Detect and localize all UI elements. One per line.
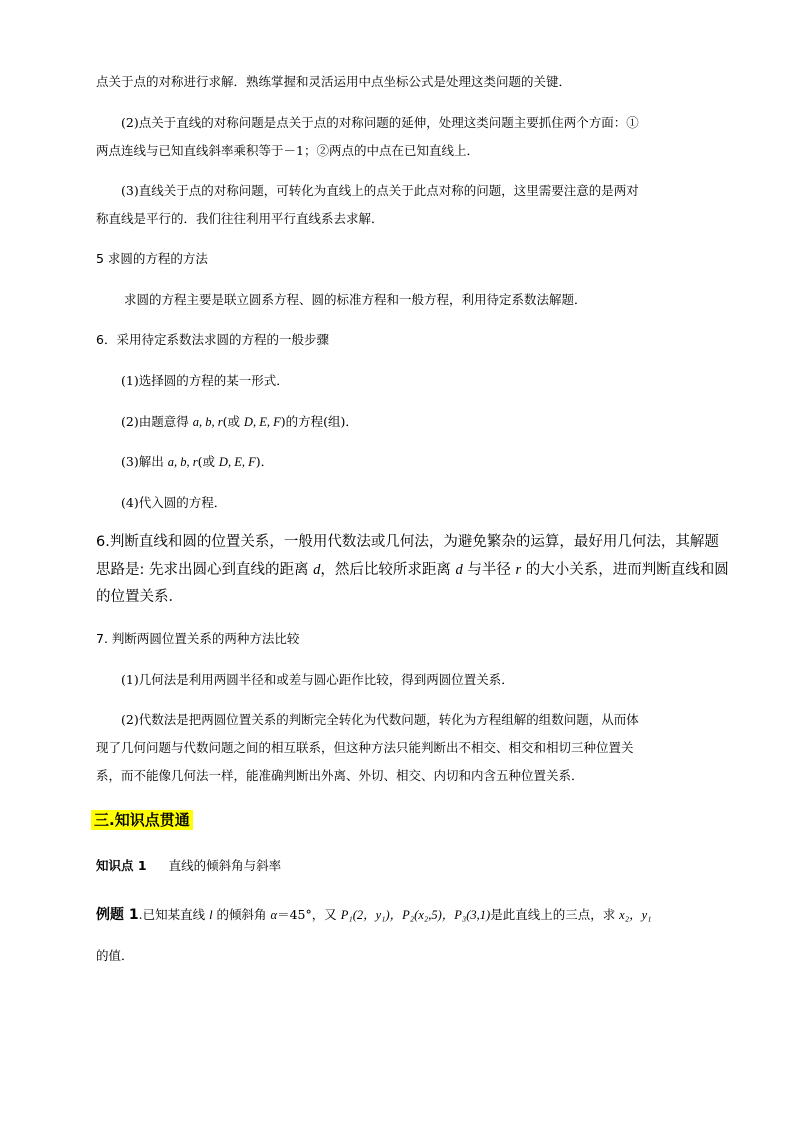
section-6b-line-1: 6.判断直线和圆的位置关系，一般用代数法或几何法，为避免繁杂的运算，最好用几何法，其解题 xyxy=(96,534,719,550)
line-l: l xyxy=(209,908,213,922)
example-1-text-c: ＝45°，又 xyxy=(277,907,341,922)
section-5-title: 5 求圆的方程的方法 xyxy=(96,251,208,266)
example-1-line-2: 的值． xyxy=(96,948,134,963)
example-1-targets: x₂，y₁ xyxy=(619,908,652,922)
section-7-item-2-line-3: 系，而不能像几何法一样，能准确判断出外离、外切、相交、内切和内含五种位置关系． xyxy=(96,768,584,783)
distance-d-2: d xyxy=(455,562,463,578)
step-2 xyxy=(121,414,358,430)
step-2-variables: a, b, r xyxy=(192,415,223,429)
paragraph-3-line-2: 称直线是平行的．我们往往利用平行直线系去求解． xyxy=(96,211,384,226)
step-3-middle: (或 xyxy=(197,454,219,469)
section-5-body: 求圆的方程主要是联立圆系方程、圆的标准方程和一般方程，利用待定系数法解题． xyxy=(124,292,587,307)
step-3-variables: a, b, r xyxy=(167,455,198,469)
distance-d-1: d xyxy=(313,562,321,578)
paragraph-1-continuation: 点关于点的对称进行求解．熟练掌握和灵活运用中点坐标公式是处理这类问题的关键． xyxy=(96,74,572,89)
kp1-title: 直线的倾斜角与斜率 xyxy=(168,858,282,873)
section-6a-title: 6．采用待定系数法求圆的方程的一般步骤 xyxy=(96,332,329,347)
step-1: (1)选择圆的方程的某一形式． xyxy=(121,373,289,388)
example-1-line-1 xyxy=(96,907,651,923)
example-1-text-d: 是此直线上的三点，求 xyxy=(490,907,620,922)
step-3-variables-alt: D, E, F xyxy=(218,455,256,469)
example-1-text-a: .已知某直线 xyxy=(138,907,210,922)
example-1-label: 例题 1 xyxy=(96,907,139,923)
s6b-l2-prefix: 思路是: 先求出圆心到直线的距离 xyxy=(96,562,314,578)
angle-alpha: α xyxy=(270,908,278,922)
kp1-label: 知识点 1 xyxy=(96,858,147,873)
step-3 xyxy=(121,454,273,470)
s6b-l2-suffix: 的大小关系，进而判断直线和圆 xyxy=(521,562,729,578)
section-6b-line-3: 的位置关系． xyxy=(96,589,183,605)
paragraph-3-line-1: (3)直线关于点的对称问题，可转化为直线上的点关于此点对称的问题，这里需要注意的是两对 xyxy=(121,183,639,198)
step-2-middle: (或 xyxy=(222,414,244,429)
step-2-suffix: )的方程(组)． xyxy=(280,414,358,429)
s6b-l2-middle: ，然后比较所求距离 xyxy=(320,562,456,578)
section-7-title: 7. 判断两圆位置关系的两种方法比较 xyxy=(96,631,300,646)
section-7-item-1: (1)几何法是利用两圆半径和或差与圆心距作比较，得到两圆位置关系． xyxy=(121,672,514,687)
paragraph-2-line-1: (2)点关于直线的对称问题是点关于点的对称问题的延伸，处理这类问题主要抓住两个方面：① xyxy=(121,115,639,130)
section-3-heading: 三.知识点贯通 xyxy=(91,810,193,830)
section-7-item-2-line-2: 现了几何问题与代数问题之间的相互联系，但这种方法只能判断出不相交、相交和相切三种位置关 xyxy=(96,740,634,755)
section-6b-line-2 xyxy=(96,562,729,578)
radius-r: r xyxy=(515,562,522,578)
step-2-variables-alt: D, E, F xyxy=(243,415,281,429)
step-3-prefix: (3)解出 xyxy=(121,454,168,469)
step-3-suffix: )． xyxy=(255,454,274,469)
example-1-text-b: 的倾斜角 xyxy=(212,907,271,922)
step-4: (4)代入圆的方程． xyxy=(121,495,227,510)
step-2-prefix: (2)由题意得 xyxy=(121,414,193,429)
section-7-item-2-line-1: (2)代数法是把两圆位置关系的判断完全转化为代数问题，转化为方程组解的组数问题，从而体 xyxy=(121,712,639,727)
paragraph-2-line-2: 两点连线与已知直线斜率乘积等于－1；②两点的中点在已知直线上． xyxy=(96,143,479,158)
s6b-l2-middle-2: 与半径 xyxy=(462,562,516,578)
example-1-points: P₁(2，y₁)，P₂(x₂,5)，P₃(3,1) xyxy=(340,908,491,922)
knowledge-point-1 xyxy=(96,858,281,874)
